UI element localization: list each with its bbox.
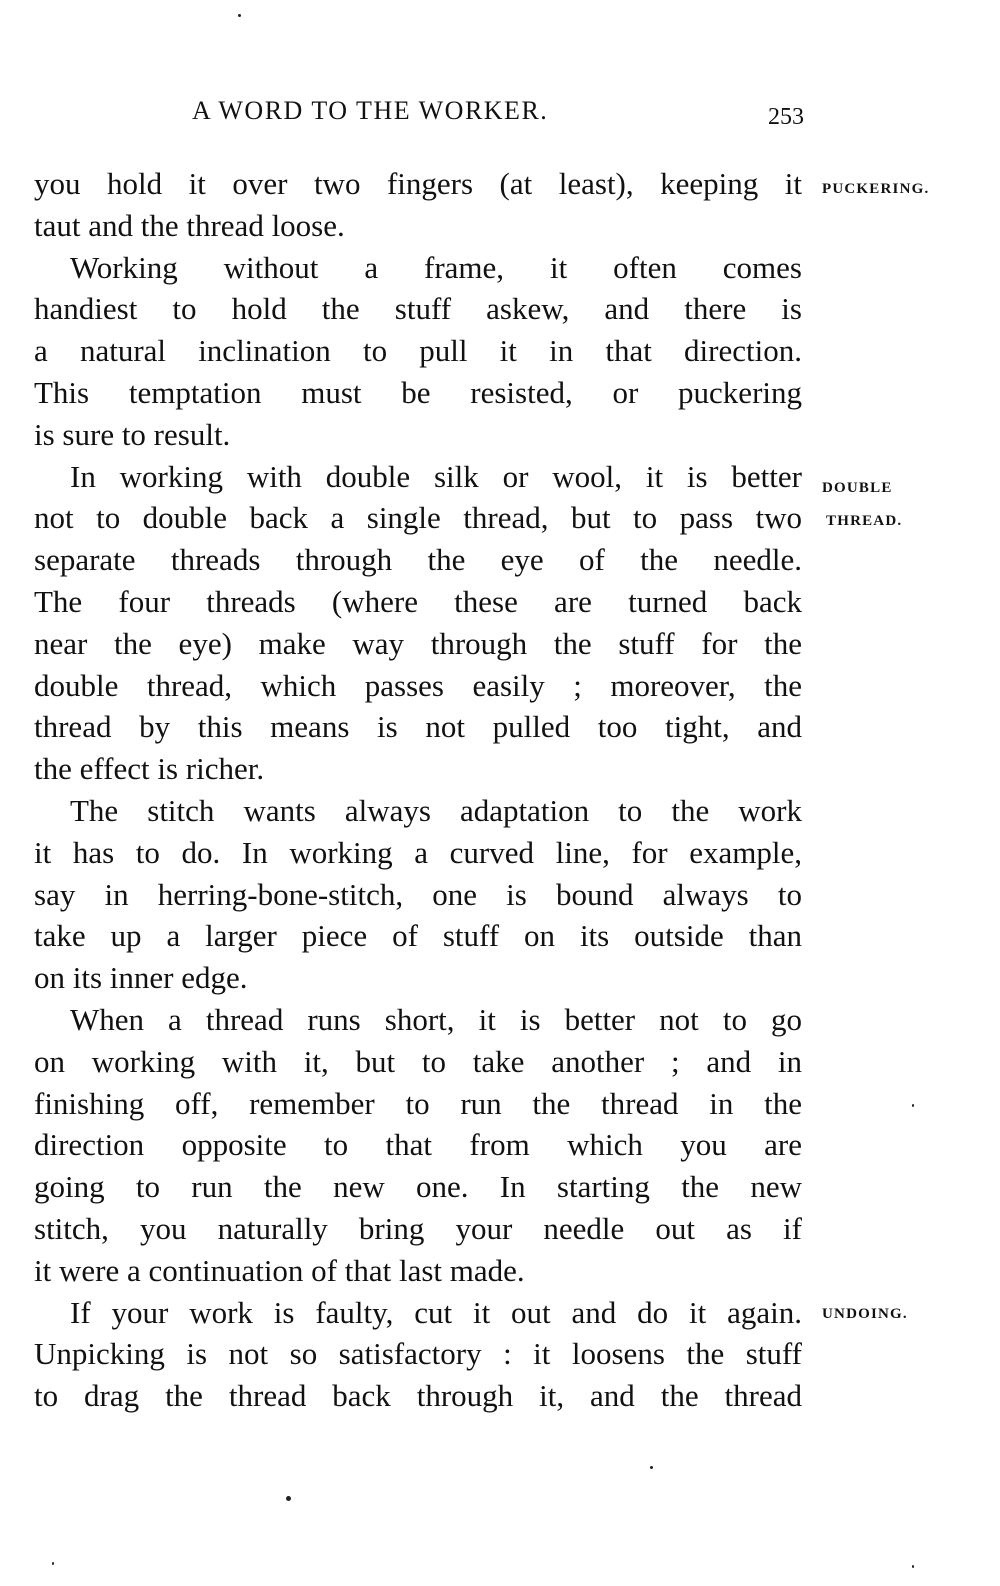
margin-note-double: DOUBLE (822, 480, 893, 496)
text-line: it has to do. In working a curved line, for example, (34, 834, 802, 870)
paper-speck (238, 14, 241, 17)
text-line: The four threads (where these are turned back (34, 583, 802, 619)
text-line: it were a continuation of that last made. (34, 1252, 525, 1288)
paper-speck (650, 1466, 653, 1469)
page-number: 253 (768, 104, 804, 130)
text-line: stitch, you naturally bring your needle out as if (34, 1210, 802, 1246)
text-line: a natural inclination to pull it in that direction. (34, 333, 802, 369)
paper-speck (52, 1562, 54, 1565)
body-text (34, 163, 802, 1417)
text-line: When a thread runs short, it is better not to go (70, 1001, 802, 1037)
text-line: on working with it, but to take another ; and in (34, 1043, 802, 1079)
page-header (34, 96, 802, 136)
margin-note-undoing: UNDOING. (822, 1306, 908, 1322)
text-line: near the eye) make way through the stuff for the (34, 625, 802, 661)
paper-speck (912, 1565, 914, 1568)
text-line: handiest to hold the stuff askew, and there is (34, 291, 802, 327)
text-line: to drag the thread back through it, and the thread (34, 1378, 802, 1414)
paper-speck (912, 1104, 914, 1107)
text-line: Working without a frame, it often comes (70, 249, 802, 285)
text-line: direction opposite to that from which you are (34, 1127, 802, 1163)
text-line: In working with double silk or wool, it is better (70, 458, 802, 494)
text-line: finishing off, remember to run the thread in the (34, 1085, 802, 1121)
text-line: The stitch wants always adaptation to the work (70, 792, 802, 828)
text-line: separate threads through the eye of the needle. (34, 542, 802, 578)
running-head: A WORD TO THE WORKER. (192, 96, 549, 125)
text-line: If your work is faulty, cut it out and do it again. (70, 1294, 802, 1330)
text-line: taut and the thread loose. (34, 207, 345, 243)
text-line: you hold it over two fingers (at least), keeping it (34, 166, 802, 201)
text-line: not to double back a single thread, but to pass two (34, 500, 802, 536)
margin-note-puckering: PUCKERING. (822, 181, 930, 197)
text-line: on its inner edge. (34, 960, 248, 996)
text-line: Unpicking is not so satisfactory : it loosens the stuff (34, 1336, 802, 1372)
text-line: going to run the new one. In starting the new (34, 1169, 802, 1205)
text-line: say in herring-bone-stitch, one is bound always to (34, 876, 802, 912)
text-line: thread by this means is not pulled too tight, and (34, 709, 802, 745)
text-line: This temptation must be resisted, or puckering (34, 374, 802, 410)
margin-note-thread: THREAD. (826, 513, 903, 529)
text-line: the effect is richer. (34, 751, 265, 787)
text-line: is sure to result. (34, 416, 231, 452)
text-line: double thread, which passes easily ; moreover, the (34, 667, 802, 703)
paper-speck (286, 1496, 291, 1501)
text-line: take up a larger piece of stuff on its outside than (34, 918, 802, 954)
